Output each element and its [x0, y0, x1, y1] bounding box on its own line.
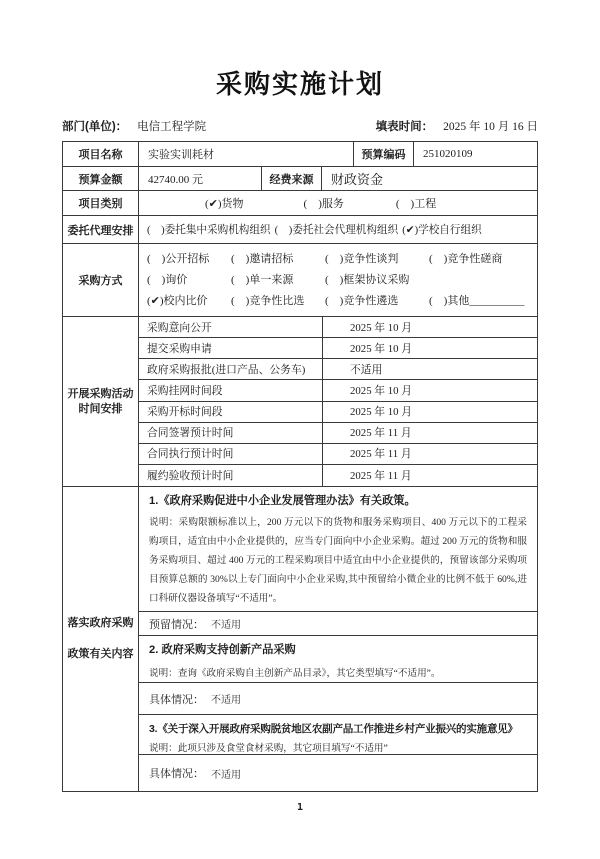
table-row-policy [63, 487, 537, 791]
schedule-activity: 提交采购申请 [139, 338, 323, 358]
agency-label: 委托代理安排 [63, 216, 139, 243]
policy-label [63, 487, 139, 791]
agency-options [139, 216, 537, 243]
budget-code-label: 预算编码 [354, 142, 414, 166]
policy-item-title: 2. 政府采购支持创新产品采购 [149, 644, 296, 656]
schedule-label-line2: 时间安排 [78, 402, 123, 415]
status-value: 不适用 [211, 695, 241, 706]
status-label: 预留情况： [149, 618, 204, 631]
schedule-row-bid-opening [139, 402, 537, 423]
checkbox-goods: (✔)货物 [205, 198, 244, 210]
policy-reserve-status [139, 612, 537, 636]
fund-source-value: 财政资金 [331, 172, 384, 187]
policy-label-line1: 落实政府采购 [67, 617, 134, 629]
procurement-form-table [62, 141, 538, 792]
checkbox-other: ( )其他__________ [429, 295, 525, 307]
policy-item-note: 说明：采购限额标准以上，200 万元以下的货物和服务采购项目、400 万元以下的工程采购项目，适宜由中小企业提供的，应当专门面向中小企业采购。超过 200 万元的货物和服务采购项目、超过 400 万元的工程采购项目中适宜由中小企业提供的，预留该部分采购项目预算总额的 30%以上专门面向中小企业采购,其中预留给小微企业的比例不低于 60%,进口科研仪器设备填写“不适用”。 [149, 517, 527, 604]
fund-source-label: 经费来源 [262, 167, 322, 190]
policy-rural-status [139, 755, 537, 791]
budget-amount-label: 预算金额 [63, 167, 139, 190]
schedule-activity: 政府采购报批(进口产品、公务车) [139, 359, 323, 379]
checkbox-invited-tender: ( )邀请招标 [231, 253, 294, 265]
project-name-label: 项目名称 [63, 142, 139, 166]
schedule-activity: 采购意向公开 [139, 317, 323, 337]
schedule-activity: 合同签署预计时间 [139, 423, 323, 443]
checkbox-competitive-comparison: ( )竞争性比选 [231, 295, 305, 307]
schedule-row-apply [139, 338, 537, 359]
schedule-row-contract-exec [139, 444, 537, 465]
schedule-activity: 履约验收预计时间 [139, 465, 323, 486]
schedule-date: 不适用 [350, 363, 383, 376]
schedule-date: 2025 年 10 月 [350, 406, 413, 419]
checkbox-framework-agreement: ( )框架协议采购 [325, 274, 410, 286]
schedule-row-contract-sign [139, 423, 537, 444]
checkbox-services: ( )服务 [303, 198, 344, 210]
schedule-activity: 采购挂网时间段 [139, 380, 323, 400]
schedule-date: 2025 年 10 月 [350, 342, 413, 355]
checkbox-self-organized: (✔)学校自行组织 [402, 225, 482, 236]
checkbox-inquiry: ( )询价 [147, 274, 188, 286]
schedule-label [63, 317, 139, 486]
schedule-date: 2025 年 11 月 [350, 427, 412, 440]
table-row-method [63, 244, 537, 317]
schedule-label-line1: 开展采购活动 [67, 387, 134, 400]
schedule-row-posting [139, 380, 537, 401]
page-number: 1 [296, 802, 304, 813]
table-row-budget-amount [63, 167, 537, 191]
method-label: 采购方式 [63, 244, 139, 316]
page-title: 采购实施计划 [215, 69, 384, 99]
table-row-schedule [63, 317, 537, 487]
checkbox-social-agency: ( )委托社会代理机构组织 [274, 225, 399, 236]
status-value: 不适用 [211, 620, 241, 631]
checkbox-competitive-negotiation: ( )竞争性谈判 [325, 253, 399, 265]
status-label: 具体情况： [149, 768, 204, 780]
checkbox-single-source: ( )单一来源 [231, 274, 294, 286]
table-row-agency [63, 216, 537, 244]
schedule-date: 2025 年 11 月 [350, 448, 412, 461]
table-row-category [63, 191, 537, 216]
table-row-project-name [63, 142, 537, 167]
dept-value: 电信工程学院 [137, 121, 207, 133]
policy-item-title: 3.《关于深入开展政府采购脱贫地区农副产品工作推进乡村产业振兴的实施意见》 [149, 723, 518, 735]
dept-label: 部门(单位)： [62, 121, 128, 133]
fill-time-value: 2025 年 10 月 16 日 [443, 121, 538, 133]
project-name-value: 实验实训耗材 [139, 142, 354, 166]
schedule-row-intent [139, 317, 537, 338]
schedule-date: 2025 年 10 月 [350, 384, 413, 397]
policy-item-sme [139, 487, 537, 612]
checkbox-competitive-consultation: ( )竞争性磋商 [429, 253, 503, 265]
schedule-row-acceptance [139, 465, 537, 486]
policy-item-title: 1.《政府采购促进中小企业发展管理办法》有关政策。 [149, 495, 416, 507]
policy-label-line2: 政策有关内容 [67, 648, 134, 660]
checkbox-works: ( )工程 [395, 198, 437, 210]
checkbox-campus-price-comparison: (✔)校内比价 [147, 295, 208, 307]
policy-item-rural [139, 715, 537, 755]
policy-content [139, 487, 537, 791]
schedule-activity: 合同执行预计时间 [139, 444, 323, 464]
category-options [139, 191, 537, 215]
form-header [62, 118, 538, 134]
category-label: 项目类别 [63, 191, 139, 215]
policy-item-note: 说明：此项只涉及食堂食材采购，其它项目填写“不适用” [149, 743, 388, 754]
budget-code-value: 251020109 [423, 148, 473, 160]
checkbox-central-agency: ( )委托集中采购机构组织 [147, 225, 271, 236]
fill-time-label: 填表时间： [375, 121, 434, 133]
status-value: 不适用 [211, 769, 241, 781]
policy-innovation-status [139, 683, 537, 715]
policy-item-note: 说明：查询《政府采购自主创新产品目录》，其它类型填写“不适用”。 [149, 668, 441, 679]
schedule-rows [139, 317, 537, 486]
schedule-date: 2025 年 11 月 [350, 469, 412, 482]
schedule-activity: 采购开标时间段 [139, 402, 323, 422]
policy-item-innovation [139, 636, 537, 683]
budget-amount-value: 42740.00 元 [139, 167, 262, 190]
checkbox-competitive-selection: ( )竞争性遴选 [325, 295, 399, 307]
status-label: 具体情况： [149, 693, 204, 706]
schedule-date: 2025 年 10 月 [350, 321, 413, 334]
checkbox-open-tender: ( )公开招标 [147, 253, 210, 265]
schedule-row-approval [139, 359, 537, 380]
method-options [139, 244, 537, 316]
